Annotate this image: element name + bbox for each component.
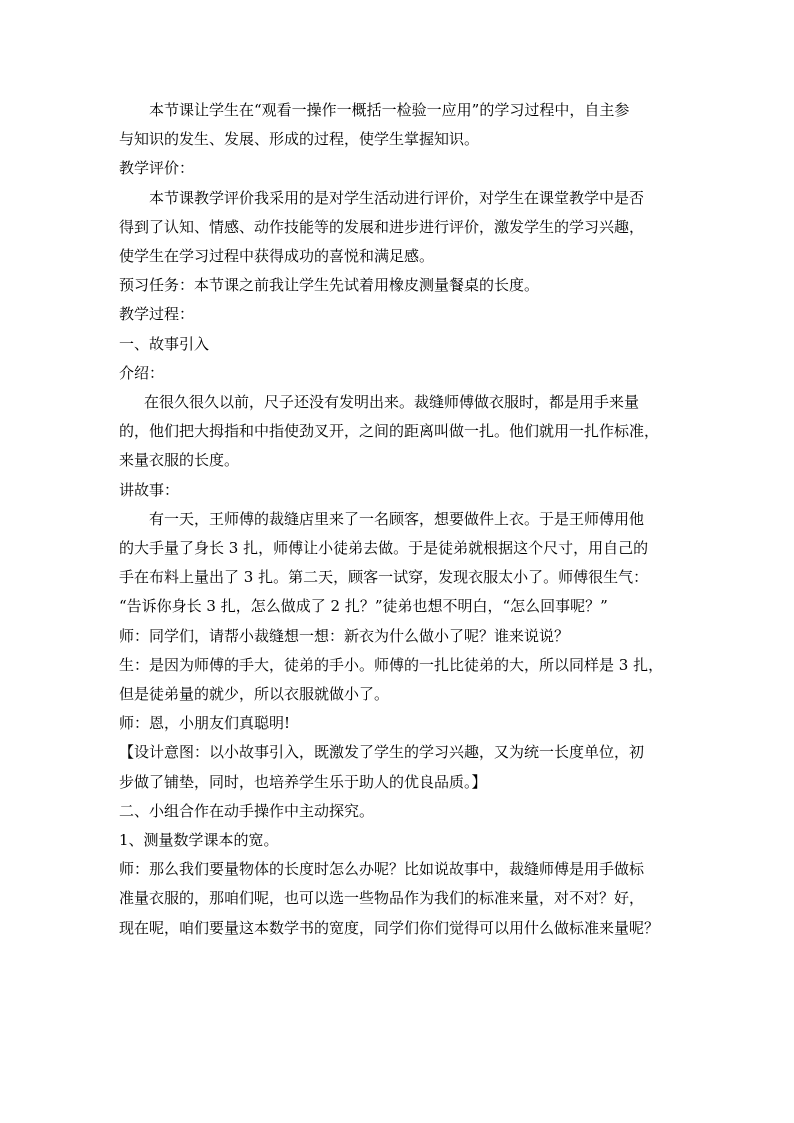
paragraph-line: 师：恩，小朋友们真聪明!	[119, 714, 291, 733]
section-heading: 讲故事：	[119, 480, 180, 499]
document-body	[119, 96, 689, 943]
paragraph-line: 在很久很久以前，尺子还没有发明出来。裁缝师傅做衣服时，都是用手来量	[144, 393, 640, 412]
paragraph-line: 师：那么我们要量物体的长度时怎么办呢？比如说故事中，裁缝师傅是用手做标	[119, 860, 645, 879]
section-heading: 1、测量数学课本的宽。	[119, 831, 279, 850]
paragraph-line: 本节课教学评价我采用的是对学生活动进行评价，对学生在课堂教学中是否	[149, 188, 645, 207]
paragraph-line: 的大手量了身长 3 扎，师傅让小徒弟去做。于是徒弟就根据这个尺寸，用自己的	[119, 539, 649, 558]
paragraph-line: 的，他们把大拇指和中指使劲叉开，之间的距离叫做一扎。他们就用一扎作标准，	[119, 422, 660, 441]
paragraph-line: 本节课让学生在“观看一操作一概括一检验一应用”的学习过程中，自主参	[149, 101, 630, 119]
paragraph-line: 师：同学们，请帮小裁缝想一想：新衣为什么做小了呢？谁来说说？	[119, 626, 570, 645]
section-heading: 教学评价：	[119, 159, 195, 178]
paragraph-line: 来量衣服的长度。	[119, 451, 240, 470]
paragraph-line: 手在布料上量出了 3 扎。第二天，顾客一试穿，发现衣服太小了。师傅很生气：	[119, 568, 649, 587]
paragraph-line: 与知识的发生、发展、形成的过程，使学生掌握知识。	[119, 130, 480, 149]
paragraph-line: 【设计意图：以小故事引入，既激发了学生的学习兴趣，又为统一长度单位，初	[119, 743, 645, 762]
section-heading: 介绍：	[119, 363, 165, 382]
section-heading: 二、小组合作在动手操作中主动探究。	[119, 801, 375, 820]
paragraph-line: 有一天，王师傅的裁缝店里来了一名顾客，想要做件上衣。于是王师傅用他	[149, 509, 645, 528]
paragraph-line: 步做了铺垫，同时，也培养学生乐于助人的优良品质。】	[119, 772, 487, 791]
paragraph-line: 使学生在学习过程中获得成功的喜悦和满足感。	[119, 247, 435, 266]
paragraph-line: 现在呢，咱们要量这本数学书的宽度，同学们你们觉得可以用什么做标准来量呢？	[119, 918, 660, 937]
paragraph-line: 得到了认知、情感、动作技能等的发展和进步进行评价，激发学生的学习兴趣，	[119, 217, 645, 236]
paragraph-line: “告诉你身长 3 扎，怎么做成了 2 扎？”徒弟也想不明白，“怎么回事呢？”	[119, 597, 608, 616]
section-heading: 一、故事引入	[119, 334, 210, 353]
section-heading: 教学过程：	[119, 305, 195, 324]
paragraph-line: 预习任务：本节课之前我让学生先试着用橡皮测量餐桌的长度。	[119, 276, 540, 295]
paragraph-line: 但是徒弟量的就少，所以衣服就做小了。	[119, 685, 390, 704]
paragraph-line: 准量衣服的，那咱们呢，也可以选一些物品作为我们的标准来量，对不对？好，	[119, 889, 645, 908]
paragraph-line: 生：是因为师傅的手大，徒弟的手小。师傅的一扎比徒弟的大，所以同样是 3 扎，	[119, 655, 664, 674]
